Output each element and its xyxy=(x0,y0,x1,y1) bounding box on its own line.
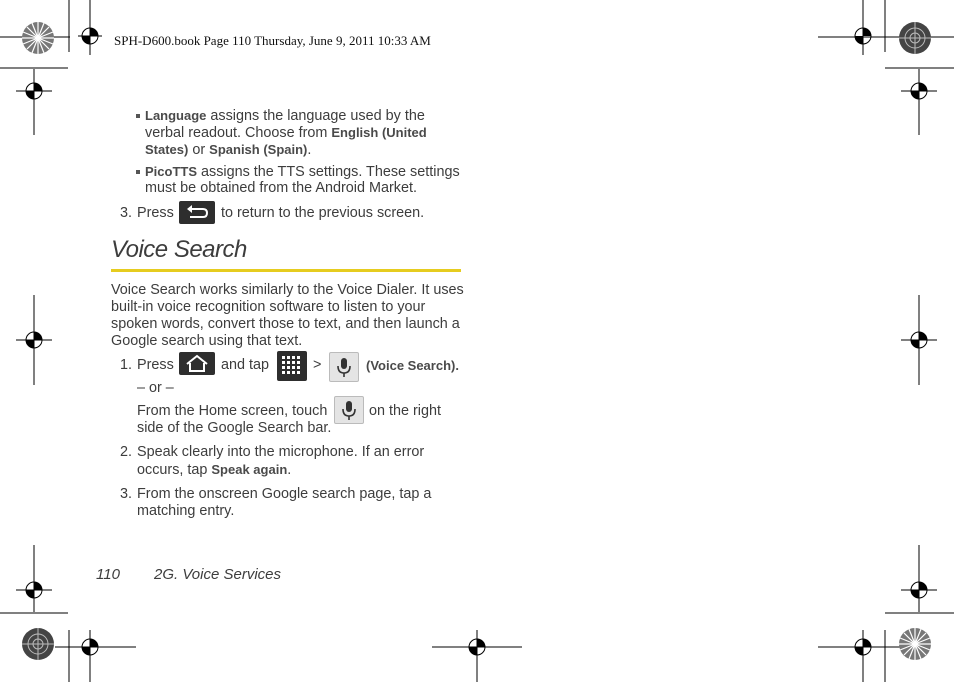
step-text: Press xyxy=(137,357,174,373)
option-english-cont: States) xyxy=(145,142,189,157)
step-text: From the Home screen, touch xyxy=(137,403,328,419)
step-text: . xyxy=(287,462,292,478)
step-text: occurs, tap xyxy=(137,462,212,478)
microphone-icon xyxy=(329,352,359,382)
step-text: on the right xyxy=(369,403,442,419)
voice-search-label: (Voice Search). xyxy=(366,358,459,373)
bullet-marker xyxy=(136,170,140,174)
apps-grid-icon xyxy=(277,351,307,381)
intro-line: built-in voice recognition software to listen to your xyxy=(111,299,426,315)
intro-line: Voice Search works similarly to the Voice Dialer. It uses xyxy=(111,282,464,298)
step-number: 1. xyxy=(119,357,132,373)
step-text: Speak clearly into the microphone. If an error xyxy=(137,444,425,460)
bullet-picotts-line2: must be obtained from the Android Market. xyxy=(145,180,417,196)
step-number: 2. xyxy=(119,444,132,460)
speak-again-label: Speak again xyxy=(211,462,288,477)
step-text: to return to the previous screen. xyxy=(221,205,425,221)
bullet-text: or xyxy=(188,142,210,158)
print-header: SPH-D600.book Page 110 Thursday, June 9, 2011 10:33 AM xyxy=(114,33,431,48)
step-number: 3. xyxy=(119,486,132,502)
separator: > xyxy=(313,357,322,373)
section-title: Voice Search xyxy=(111,236,247,263)
microphone-icon xyxy=(334,396,364,424)
back-icon xyxy=(179,201,215,224)
step-text: Press xyxy=(137,205,174,221)
bullet-text: assigns the TTS settings. These settings xyxy=(197,164,460,180)
bullet-language xyxy=(136,107,425,125)
home-icon xyxy=(179,352,215,375)
bullet-text: assigns the language used by the xyxy=(206,108,425,124)
step-number: 3. xyxy=(119,205,132,221)
step-text: and tap xyxy=(221,357,270,373)
bullet-picotts xyxy=(136,163,460,181)
term-picotts: PicoTTS xyxy=(145,164,198,179)
title-underline xyxy=(111,269,461,272)
step-text: side of the Google Search bar. xyxy=(137,420,332,436)
or-divider: – or – xyxy=(137,380,174,396)
step-text-line2 xyxy=(137,461,291,479)
step-text: From the onscreen Google search page, tap a xyxy=(137,486,432,502)
option-spanish: Spanish (Spain) xyxy=(209,142,308,157)
intro-line: Google search using that text. xyxy=(111,333,303,349)
bullet-language-line2 xyxy=(145,124,427,142)
page-number: 110 xyxy=(96,566,120,583)
option-english: English (United xyxy=(331,125,427,140)
bullet-language-line3 xyxy=(145,141,311,159)
bullet-text: verbal readout. Choose from xyxy=(145,125,332,141)
footer-section: 2G. Voice Services xyxy=(154,566,281,583)
intro-line: spoken words, convert those to text, and then launch a xyxy=(111,316,460,332)
term-language: Language xyxy=(145,108,207,123)
bullet-marker xyxy=(136,114,140,118)
step-text: matching entry. xyxy=(137,503,235,519)
bullet-text: . xyxy=(307,142,312,158)
